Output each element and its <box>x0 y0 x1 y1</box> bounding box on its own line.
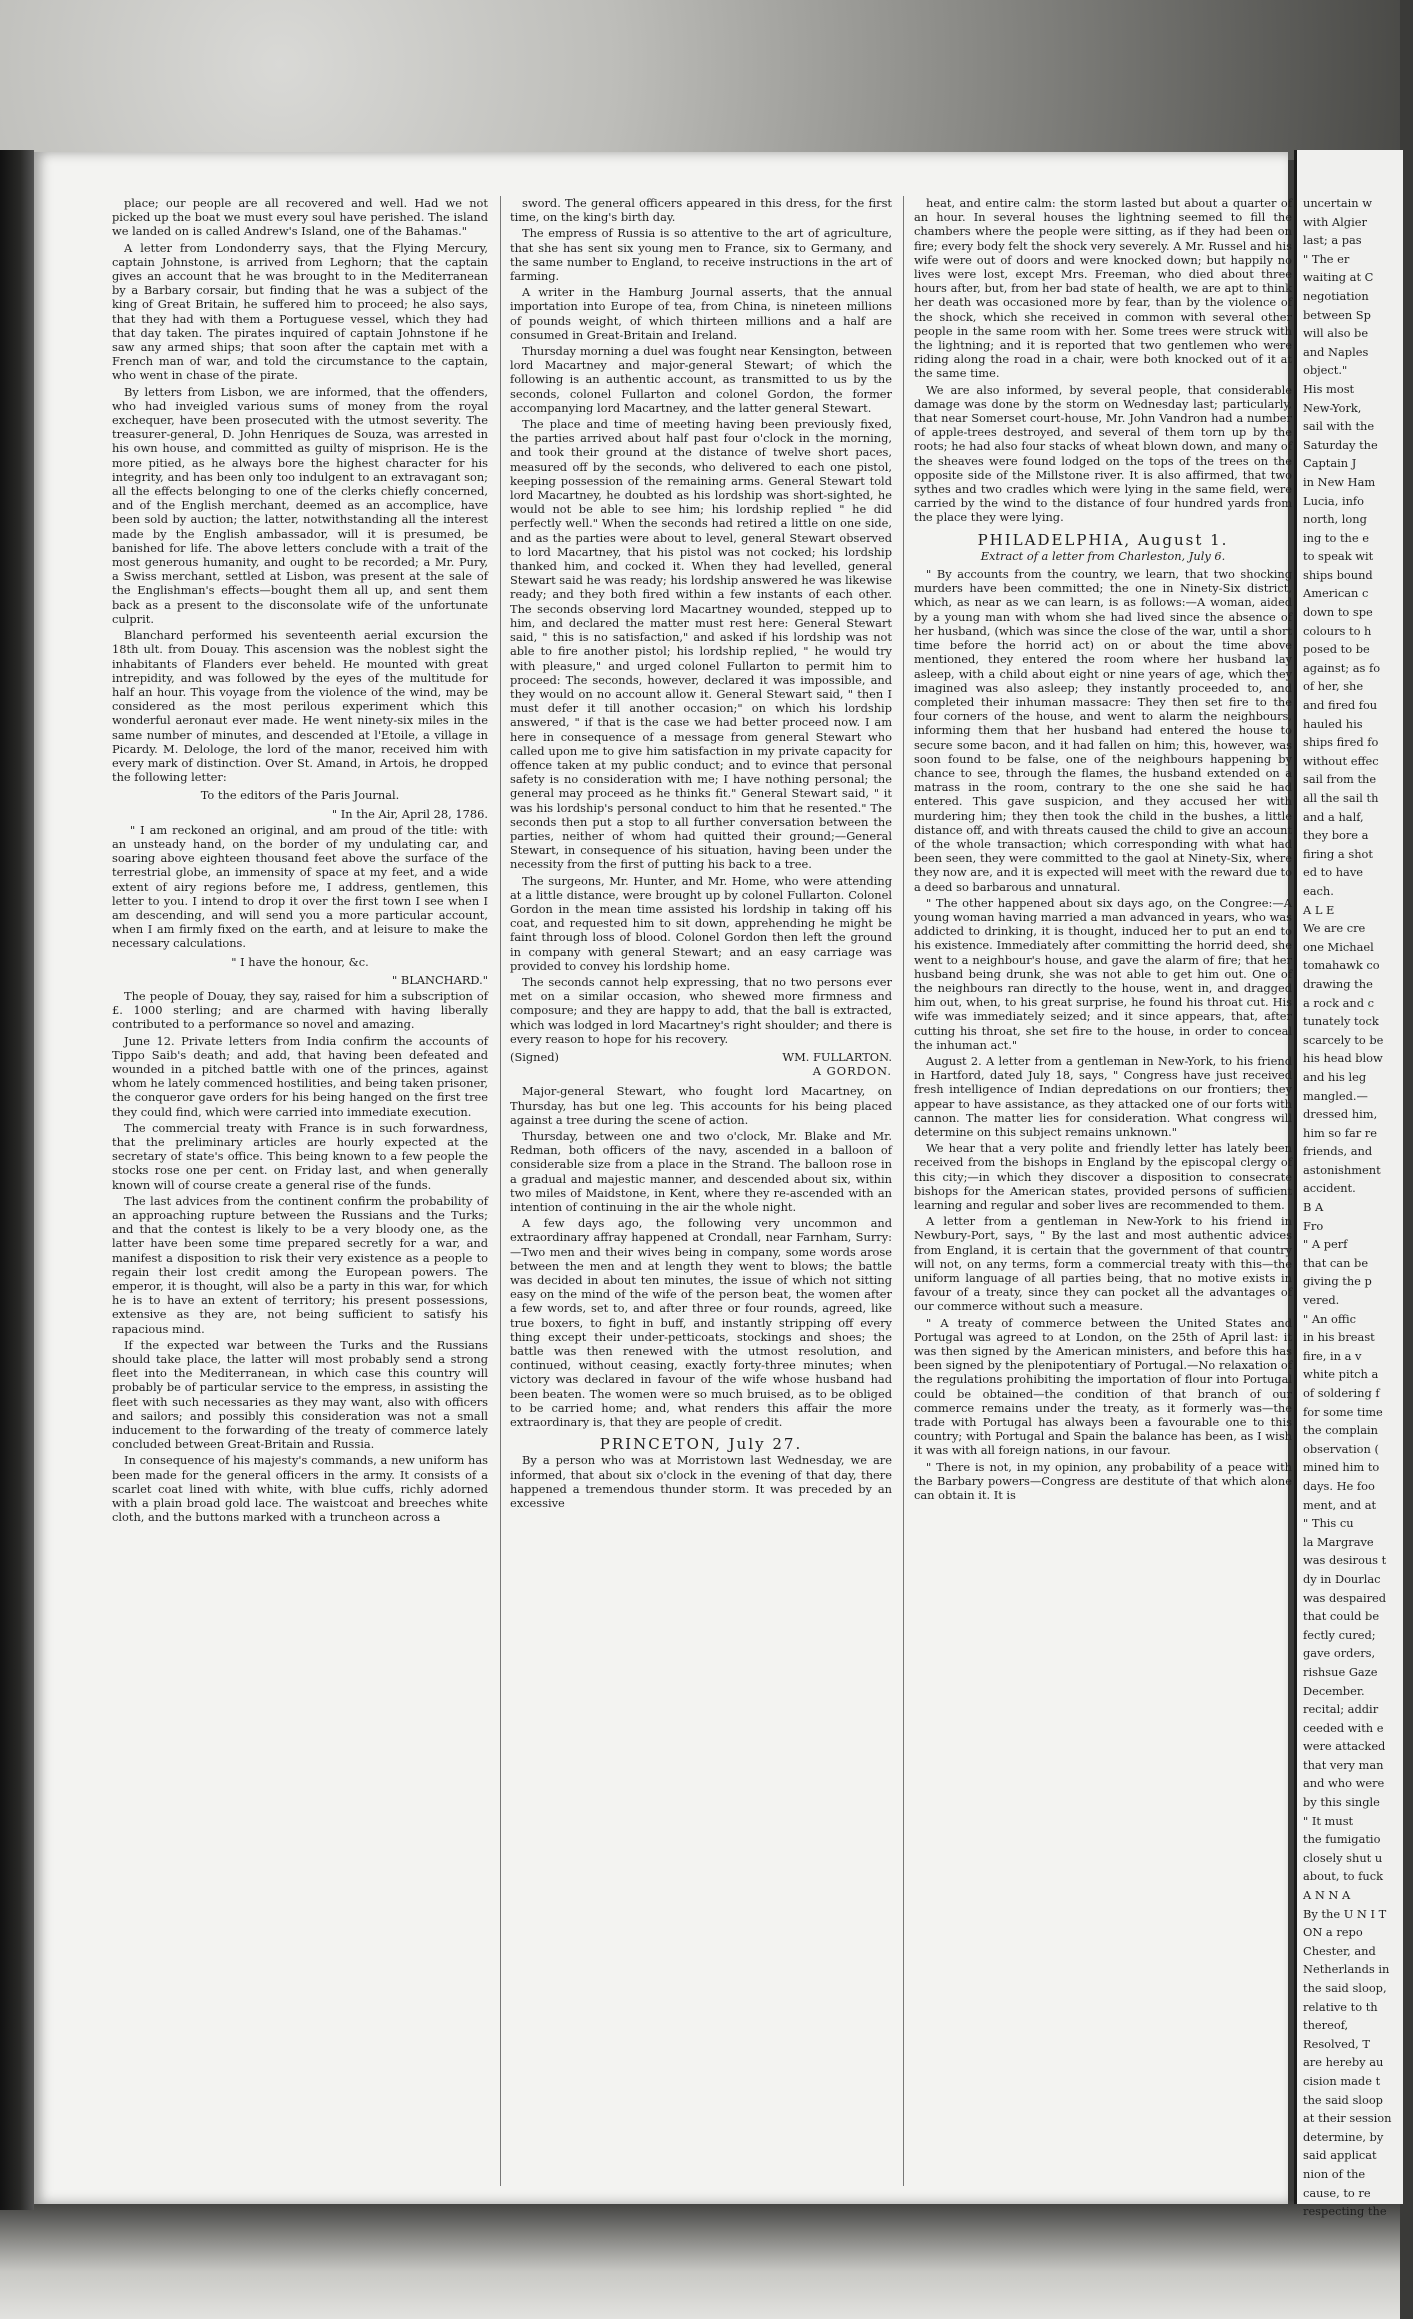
fragment-line: will also be <box>1303 326 1369 341</box>
fragment-line: dressed him, <box>1303 1107 1378 1122</box>
fragment-line: sail with the <box>1303 419 1375 434</box>
fragment-line: closely shut u <box>1303 1850 1383 1865</box>
paragraph: sword. The general officers appeared in this dress, for the first time, on the king's birth day. <box>510 196 892 225</box>
fragment-line: We are cre <box>1303 921 1366 936</box>
paragraph: " By accounts from the country, we learn, that two shocking murders have been committed; the one in Ninety-Six district, which, as near as we can learn, is as follows:—A woman, aided by a young man with whom she had lived since the absence of her husband, (which was since the close of the war, until a short time before the horrid act) on or about the time above mentioned, they entered the room where her husband lay asleep, with a child about eight or nine years of age, which they imagined was also asleep; they instantly proceeded to, and completed their inhuman massacre: They then set fire to the four corners of the house, and went to alarm the neighbours, informing them that her husband had entered the house to secure some bacon, and it had fallen on him; this, however, was soon found to be false, one of the neighbours happening by chance to see, through the flames, the husband extended on a matrass in the room, contrary to the one she said he had entered. This gave suspicion, and they accused her with murdering him; they then took the child in the bushes, a little distance off, and with threats caused the child to give an account of the whole transaction; which corresponding with what had been seen, they were committed to the gaol at Ninety-Six, where they now are, and it is expected will meet with the reward due to a deed so barbarous and unnatural. <box>914 567 1292 894</box>
fragment-line: Fro <box>1303 1218 1324 1233</box>
book-spine <box>0 150 34 2210</box>
column-one <box>112 196 488 2186</box>
paragraph: heat, and entire calm: the storm lasted but about a quarter of an hour. In several houses the lightning seemed to fill the chambers where the people were sitting, as if they had been on fire; every body felt the shock very severely. A Mr. Russel and his wife were out of doors and were knocked down; but happily no lives were lost, except Mrs. Freeman, who died about three hours after, but, from her bad state of health, we are apt to think her death was occasioned more by fear, than by the violence of the shock, which she received in common with several other people in the same room with her. Some trees were struck with the lightning; and it is reported that two gentlemen who were riding along the road in a chair, were both knocked out of it at the same time. <box>914 196 1292 381</box>
letter-body: " I am reckoned an original, and am proud of the title: with an unsteady hand, on the border of my undulating car, and soaring above eighteen thousand feet above the surface of the terrestrial globe, an immensity of space at my feet, and a wide extent of airy regions before me, I address, gentlemen, this letter to you. I intend to drop it over the first town I see when I am descending, and will send you a more particular account, when I am firmly fixed on the earth, and at leisure to make the necessary calculations. <box>112 822 488 951</box>
fragment-line: last; a pas <box>1303 233 1362 248</box>
paragraph: We hear that a very polite and friendly letter has lately been received from the bishops in England by the episcopal clergy of this city;—in which they discover a disposition to consecrate bishops for the American states, provided persons of sufficient learning and regular and sober lives are recommended to them. <box>914 1141 1292 1213</box>
fragment-line: Captain J <box>1303 456 1357 471</box>
fragment-line: uncertain w <box>1303 196 1372 210</box>
fragment-line: " The er <box>1303 251 1350 266</box>
fragment-line: said applicat <box>1303 2148 1377 2163</box>
paragraph: The people of Douay, they say, raised for him a subscription of £. 1000 sterling; and are charmed with having liberally contributed to a performance so novel and amazing. <box>112 988 488 1032</box>
fragment-line: about, to fuck <box>1303 1869 1383 1884</box>
paragraph: Major-general Stewart, who fought lord Macartney, on Thursday, has but one leg. This accounts for his being placed against a tree during the scene of action. <box>510 1084 892 1127</box>
signer-name: WM. FULLARTON. <box>782 1049 892 1064</box>
paragraph: A letter from a gentleman in New-York to his friend in Newbury-Port, says, " By the last and most authentic advices from England, it is certain that the government of that country will not, on any terms, form a commercial treaty with this—the uniform language of all parties being, that no motive exists in favour of a treaty, since they can pocket all the advantages of our commerce without such a measure. <box>914 1214 1292 1314</box>
fragment-line: firing a shot <box>1303 846 1373 861</box>
column-rule <box>903 196 904 2186</box>
fragment-line: days. He foo <box>1303 1478 1375 1493</box>
fragment-line: against; as fo <box>1303 660 1381 675</box>
fragment-line: the said sloop <box>1303 2092 1383 2107</box>
fragment-line: ON a repo <box>1303 1925 1363 1940</box>
fragment-line: " An offic <box>1303 1311 1357 1326</box>
fragment-line: thereof, <box>1303 2018 1349 2033</box>
fragment-line: observation ( <box>1303 1441 1379 1456</box>
paragraph: In consequence of his majesty's commands, a new uniform has been made for the general officers in the army. It consists of a scarlet coat lined with white, with blue cuffs, richly adorned with a plain broad gold lace. The waistcoat and breeches white cloth, and the buttons marked with a truncheon across a <box>112 1453 488 1525</box>
fragment-line: the said sloop, <box>1303 1981 1387 1995</box>
fragment-line: drawing the <box>1303 976 1373 991</box>
fragment-line: of her, she <box>1303 679 1364 694</box>
letter-dateline: " In the Air, April 28, 1786. <box>331 806 488 821</box>
adjacent-page-fragment <box>1294 150 1403 2219</box>
fragment-line: cause, to re <box>1303 2185 1371 2200</box>
fragment-line: and a half, <box>1303 809 1364 824</box>
fragment-line: and his leg <box>1303 1069 1367 1084</box>
fragment-line: was desirous t <box>1303 1553 1387 1568</box>
fragment-line: B A <box>1303 1200 1324 1215</box>
fragment-line: by this single <box>1303 1795 1380 1810</box>
fragment-line: of soldering f <box>1303 1386 1380 1400</box>
fragment-line: determine, by <box>1303 2129 1384 2144</box>
fragment-line: gave orders, <box>1303 1646 1376 1661</box>
column-rule <box>500 196 501 2186</box>
fragment-line: the complain <box>1303 1423 1379 1438</box>
fragment-line: that can be <box>1303 1255 1369 1270</box>
fragment-line: ceeded with e <box>1303 1720 1384 1735</box>
fragment-line: Saturday the <box>1303 437 1378 452</box>
fragment-line: tomahawk co <box>1303 958 1380 973</box>
column-two <box>510 196 892 2186</box>
fragment-line: negotiation <box>1303 288 1369 303</box>
paragraph: A writer in the Hamburg Journal asserts, that the annual importation into Europe of tea, from China, is nineteen millions of pounds weight, of which thirteen millions and a half are consumed in Great-Britain and Ireland. <box>510 285 892 342</box>
paragraph: The place and time of meeting having been previously fixed, the parties arrived about half past four o'clock in the morning, and took their ground at the distance of twelve short paces, measured off by the seconds, who delivered to each one pistol, keeping possession of the remaining arms. General Stewart told lord Macartney, he doubted as his lordship was short-sighted, he would not be able to see him; his lordship replied " he did perfectly well." When the seconds had retired a little on one side, and as the parties were about to level, general Stewart observed to lord Macartney, that his pistol was not cocked; his lordship thanked him, and cocked it. When they had levelled, general Stewart said he was ready; his lordship answered he was likewise ready; and they both fired within a few instants of each other. The seconds observing lord Macartney wounded, stepped up to him, and declared the matter must rest here: General Stewart said, " this is no satisfaction," and asked if his lordship was not able to fire another pistol; his lordship replied, " he would try with pleasure," and urged colonel Fullarton to permit him to proceed: The seconds, however, declared it was impossible, and they would on no account allow it. General Stewart said, " then I must defer it till another occasion;" on which his lordship answered, " if that is the case we had better proceed now. I am here in consequence of a message from general Stewart who called upon me to give him satisfaction in my private capacity for offence taken at my public conduct; and to evince that personal safety is no consideration with me; I have nothing personal; the general may proceed as he thinks fit." General Stewart said, " it was his lordship's personal conduct to him that he resented." The seconds then put a stop to all further conversation between the parties, neither of whom had quitted their ground;—General Stewart, in consequence of his situation, having been under the necessity from the first of putting his back to a tree. <box>510 417 892 872</box>
fragment-line: for some time <box>1303 1404 1383 1419</box>
fragment-line: hauled his <box>1303 716 1363 731</box>
fragment-line: were attacked <box>1303 1739 1386 1754</box>
fragment-line: scarcely to be <box>1303 1032 1384 1047</box>
fragment-line: posed to be <box>1303 642 1370 657</box>
fragment-line: " This cu <box>1303 1516 1354 1531</box>
fragment-line: and Naples <box>1303 344 1369 359</box>
scan-background-bottom <box>0 2200 1400 2319</box>
paragraph: We are also informed, by several people, that considerable damage was done by the storm on Wednesday last; particularly, that near Somerset court-house, Mr. John Vandron had a number of apple-trees destroyed, and several of them torn up by the roots; he had also four stacks of wheat blown down, and many of the sheaves were found lodged on the tops of the trees on the opposite side of the Millstone river. It is also affirmed, that two sythes and two cradles which were lying in the same field, were carried by the wind to the distance of four hundred yards from the place they were lying. <box>914 382 1292 525</box>
paragraph: " A treaty of commerce between the United States and Portugal was agreed to at London, on the 25th of April last: it was then signed by the American ministers, and before this has been signed by the plenipotentiary of Portugal.—No relaxation of the regulations prohibiting the importation of flour into Portugal could be obtained—the condition of that branch of our commerce remains under the treaty, as it formerly was—the trade with Portugal has always been a favourable one to this country; with Portugal and Spain the balance has been, as I wish it was with all foreign nations, in our favour. <box>914 1315 1292 1458</box>
signature-block <box>510 1050 892 1064</box>
fragment-line: giving the p <box>1303 1274 1372 1289</box>
fragment-line: friends, and <box>1303 1144 1373 1159</box>
fragment-line: respecting the <box>1303 2204 1387 2219</box>
paragraph: " The other happened about six days ago, on the Congree:—A young woman having married a man advanced in years, who was addicted to drinking, it is thought, induced her to put an end to his existence. Immediately after committing the horrid deed, she went to a neighbour's house, and gave the alarm of fire; that her husband being drunk, she was not able to get him out. One of the neighbours ran directly to the house, went in, and dragged him out, when, to his great surprise, he found his throat cut. His wife was immediately seized; and it since appears, that, after cutting his throat, she set fire to the house, in order to conceal the inhuman act." <box>914 895 1292 1052</box>
fragment-line: down to spe <box>1303 605 1373 620</box>
fragment-line: His most <box>1303 381 1355 396</box>
fragment-line: all the sail th <box>1303 791 1379 805</box>
fragment-line: a rock and c <box>1303 995 1375 1010</box>
paragraph: A few days ago, the following very uncommon and extraordinary affray happened at Crondall, near Farnham, Surry:—Two men and their wives being in company, some words arose between the men and at length they went to blows; the battle was decided in about ten minutes, the issue of which not sitting easy on the mind of the wife of the person beat, the women after a few words, set to, and after three or four rounds, agreed, like true boxers, to fight in buff, and instantly stripping off every thing except their under-petticoats, stockings and shoes; the battle was then renewed with the utmost resolution, and continued, without ceasing, exactly forty-three minutes; when victory was declared in favour of the wife whose husband had been beaten. The women were so much bruised, as to be obliged to be carried home; and, what renders this affair the more extraordinary is, that they are people of credit. <box>510 1216 892 1430</box>
fragment-line: white pitch a <box>1303 1367 1379 1382</box>
paragraph: The seconds cannot help expressing, that no two persons ever met on a similar occasion, who shewed more firmness and composure; and they are happy to add, that the ball is extracted, which was lodged in lord Macartney's right shoulder; and there is every reason to hope for his recovery. <box>510 974 892 1046</box>
fragment-line: with Algier <box>1303 214 1367 229</box>
fragment-line: one Michael <box>1303 939 1374 954</box>
paragraph: The surgeons, Mr. Hunter, and Mr. Home, who were attending at a little distance, were brought up by colonel Fullarton. Colonel Gordon in the mean time assisted his lordship in taking off his coat, and requested him to sit down, apprehending he might be faint through loss of blood. Colonel Gordon then left the ground in company with general Stewart; and an easy carriage was provided to convey his lordship home. <box>510 873 892 973</box>
fragment-line: la Margrave <box>1303 1534 1374 1549</box>
fragment-line: tunately tock <box>1303 1014 1379 1029</box>
fragment-line: in New Ham <box>1303 474 1376 489</box>
fragment-line: American c <box>1303 586 1369 601</box>
paragraph: By letters from Lisbon, we are informed, that the offenders, who had inveigled various sums of money from the royal exchequer, have been prosecuted with the utmost severity. The treasurer-general, D. John Henriques de Souza, was arrested in his own house, and committed as guilty of misprison. He is the more pitied, as he always bore the highest character for his integrity, and has been only too indulgent to an extravagant son; all the effects belonging to one of the clerks chiefly concerned, and of the English merchant, deemed as an accomplice, have been sold by auction; the latter, notwithstanding all the interest made by the English ambassador, will it is presumed, be banished for life. The above letters conclude with a trait of the most generous humanity, and ought to be recorded; a Mr. Pury, a Swiss merchant, settled at Lisbon, was present at the sale of the Englishman's effects—bought them all up, and sent them back as a present to the disconsolate wife of the unfortunate culprit. <box>112 384 488 626</box>
fragment-line: they bore a <box>1303 828 1369 843</box>
fragment-line: fire, in a v <box>1303 1348 1362 1363</box>
fragment-line: ships bound <box>1303 567 1373 582</box>
fragment-line: fectly cured; <box>1303 1627 1376 1642</box>
fragment-line: between Sp <box>1303 307 1371 322</box>
section-heading-philadelphia: PHILADELPHIA, August 1. <box>977 530 1229 549</box>
fragment-line: without effec <box>1303 753 1379 768</box>
fragment-line: A N N A <box>1303 1888 1351 1903</box>
paragraph: Blanchard performed his seventeenth aerial excursion the 18th ult. from Douay. This ascension was the noblest sight the inhabitants of Flanders ever beheld. He mounted with great intrepidity, and was followed by the eyes of the multitude for half an hour. This voyage from the violence of the wind, may be considered as the most perilous experiment which this wonderful aeronaut ever made. He went ninety-six miles in the same number of minutes, and descended at l'Etoile, a village in Picardy. M. Delologe, the lord of the manor, received him with every mark of distinction. Over St. Amand, in Artois, he dropped the following letter: <box>112 628 488 785</box>
paragraph: By a person who was at Morristown last Wednesday, we are informed, that about six o'clock in the evening of that day, there happened a tremendous thunder storm. It was preceded by an excessive <box>510 1453 892 1511</box>
paragraph: June 12. Private letters from India confirm the accounts of Tippo Saib's death; and add, that having been defeated and wounded in a pitched battle with one of the princes, against whom he lately commenced hostilities, and being taken prisoner, the conqueror gave orders for his being hanged on the first tree they could find, which were carried into immediate execution. <box>112 1033 488 1119</box>
fragment-line: sail from the <box>1303 772 1377 787</box>
fragment-line: A L E <box>1303 902 1335 917</box>
fragment-line: relative to th <box>1303 1999 1378 2014</box>
fragment-line: him so far re <box>1303 1125 1377 1140</box>
fragment-line: and fired fou <box>1303 698 1378 713</box>
fragment-line: New-York, <box>1303 400 1362 415</box>
fragment-line: north, long <box>1303 512 1367 527</box>
paragraph: The commercial treaty with France is in such forwardness, that the preliminary articles are hourly expected at the secretary of state's office. This being known to a few people the stocks rose one per cent. on Friday last, and when generally known will of course create a general rise of the funds. <box>112 1120 488 1192</box>
paragraph: Thursday, between one and two o'clock, Mr. Blake and Mr. Redman, both officers of the navy, ascended in a balloon of considerable size from a place in the Strand. The balloon rose in a gradual and majestic manner, and descended about six, within two miles of Maidstone, in Kent, where they re-ascended with an intention of continuing in the air the whole night. <box>510 1129 892 1215</box>
fragment-line: mined him to <box>1303 1460 1380 1475</box>
fragment-line: waiting at C <box>1303 270 1374 285</box>
fragment-line: Resolved, T <box>1303 2036 1370 2051</box>
fragment-line: colours to h <box>1303 623 1372 638</box>
fragment-line: are hereby au <box>1303 2055 1384 2070</box>
paragraph: Thursday morning a duel was fought near Kensington, between lord Macartney and major-general Stewart; of which the following is an authentic account, as transmitted to us by the seconds, colonel Fullarton and colonel Gordon, the former accompanying lord Macartney, and the latter general Stewart. <box>510 344 892 415</box>
paragraph: place; our people are all recovered and well. Had we not picked up the boat we must every soul have perished. The island we landed on is called Andrew's Island, one of the Bahamas." <box>112 196 488 239</box>
scan-background-top <box>0 0 1400 160</box>
fragment-line: ed to have <box>1303 865 1364 880</box>
fragment-line: in his breast <box>1303 1330 1375 1345</box>
signer-name: A GORDON. <box>812 1064 892 1079</box>
fragment-line: the fumigatio <box>1303 1832 1381 1847</box>
fragment-line: Chester, and <box>1303 1943 1376 1958</box>
fragment-line: that could be <box>1303 1609 1380 1624</box>
section-heading-princeton: PRINCETON, July 27. <box>599 1435 803 1454</box>
fragment-line: object." <box>1303 363 1348 378</box>
fragment-line: ment, and at <box>1303 1497 1377 1512</box>
fragment-line: Netherlands in <box>1303 1962 1390 1977</box>
paragraph: If the expected war between the Turks and the Russians should take place, the latter will most probably send a strong fleet into the Mediterranean, in which case this country will probably be of particular service to the empress, in assisting the fleet with such necessaries as they may want, also with officers and sailors; and possibly this consideration was not a small inducement to the forwarding of the treaty of commerce lately concluded between Great-Britain and Russia. <box>112 1337 488 1452</box>
fragment-line: ing to the e <box>1303 530 1369 545</box>
column-three <box>914 196 1292 2186</box>
signed-label: (Signed) <box>510 1049 559 1064</box>
fragment-line: that very man <box>1303 1757 1384 1772</box>
fragment-line: cision made t <box>1303 2073 1381 2088</box>
fragment-line: and who were <box>1303 1776 1385 1791</box>
newspaper-page <box>34 152 1292 2204</box>
fragment-line: " It must <box>1303 1813 1354 1828</box>
fragment-line: rishsue Gaze <box>1303 1664 1378 1679</box>
fragment-line: " A perf <box>1303 1237 1348 1252</box>
letter-close: " I have the honour, &c. <box>231 954 369 969</box>
fragment-line: nion of the <box>1303 2166 1366 2181</box>
letter-signature: " BLANCHARD." <box>391 972 488 987</box>
fragment-line: astonishment <box>1303 1162 1381 1177</box>
paragraph: The empress of Russia is so attentive to the art of agriculture, that she has sent six young men to France, six to Germany, and the same number to England, to receive instructions in the art of farming. <box>510 226 892 284</box>
fragment-line: each. <box>1303 883 1334 898</box>
fragment-line: mangled.— <box>1303 1088 1368 1103</box>
fragment-line: to speak wit <box>1303 549 1374 564</box>
fragment-line: ships fired fo <box>1303 735 1379 750</box>
paragraph: " There is not, in my opinion, any probability of a peace with the Barbary powers—Congress are destitute of that which alone can obtain it. It is <box>914 1459 1292 1503</box>
fragment-line: at their session <box>1303 2111 1392 2126</box>
column-four-fragment <box>1303 194 1413 2219</box>
section-subhead: Extract of a letter from Charleston, July 6. <box>980 548 1226 563</box>
fragment-line: was despaired <box>1303 1590 1387 1605</box>
paragraph: The last advices from the continent confirm the probability of an approaching rupture between the Russians and the Turks; and that the contest is likely to be a very bloody one, as the latter have been some time prepared secretly for a war, and manifest a disposition to risk their very existence as a people to regain their lost credit among the European powers. The emperor, it is thought, will also be a party in this war, for which he is to have an extent of territory; his present possessions, extensive as they are, not being sufficient to satisfy his rapacious mind. <box>112 1193 488 1336</box>
fragment-line: his head blow <box>1303 1051 1383 1066</box>
fragment-line: Lucia, info <box>1303 493 1365 508</box>
letter-heading: To the editors of the Paris Journal. <box>200 788 400 803</box>
fragment-line: December. <box>1303 1683 1365 1698</box>
fragment-line: vered. <box>1303 1293 1340 1308</box>
paragraph: August 2. A letter from a gentleman in New-York, to his friend in Hartford, dated July 18, says, " Congress have just received fresh intelligence of Indian depredations on our frontiers; they appear to have assistance, as they attacked one of our forts with cannon. The matter lies for consideration. What congress will determine on this subject remains unknown." <box>914 1053 1292 1139</box>
fragment-line: recital; addir <box>1303 1702 1379 1717</box>
fragment-line: accident. <box>1303 1181 1356 1196</box>
fragment-line: By the U N I T <box>1303 1906 1387 1921</box>
paragraph: A letter from Londonderry says, that the Flying Mercury, captain Johnstone, is arrived from Leghorn; that the captain gives an account that he was brought to in the Mediterranean by a Barbary corsair, but finding that he was a subject of the king of Great Britain, he suffered him to proceed; he also says, that they had with them a Portuguese vessel, which they had that day taken. The pirates inquired of captain Johnstone if he saw any armed ships; that soon after the captain met with a French man of war, and told the circumstance to the captain, who went in chase of the pirate. <box>112 240 488 383</box>
fragment-line: dy in Dourlac <box>1303 1571 1381 1586</box>
